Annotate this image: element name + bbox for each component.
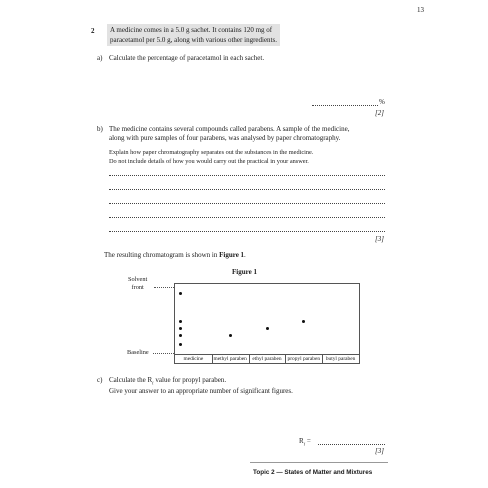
part-c-text (109, 376, 293, 396)
chromatogram-spot (302, 320, 305, 323)
question-number: 2 (91, 27, 95, 35)
chromatogram-spot (266, 327, 269, 330)
chromatogram-spot (179, 320, 182, 323)
part-b-answer-line-1[interactable] (109, 175, 385, 176)
chromatogram-spot (179, 343, 182, 346)
part-c-text-end: value for propyl paraben. (153, 376, 227, 384)
part-b-answer-line-5[interactable] (109, 231, 385, 232)
part-b-text-line-2: along with pure samples of four parabens, was analysed by paper chromatography. (109, 134, 341, 142)
lane-label: methyl paraben (213, 356, 247, 362)
part-c-text-start: Calculate the R (109, 376, 153, 384)
chromatogram-spot (179, 334, 182, 337)
page-number: 13 (417, 6, 424, 14)
lane-label: ethyl paraben (252, 356, 282, 362)
question-intro (107, 24, 280, 46)
part-b-answer-line-4[interactable] (109, 217, 385, 218)
chromatogram-intro-prefix: The resulting chromatogram is shown in (104, 251, 220, 259)
part-b-marks: [3] (375, 235, 384, 243)
part-b-text-line-1: The medicine contains several compounds called parabens. A sample of the medicine, (109, 125, 350, 133)
solvent-front-label-line-2: front (131, 284, 144, 291)
solvent-front-label (128, 276, 147, 292)
part-b-instructions (109, 148, 313, 166)
rf-answer-equals: = (305, 437, 311, 445)
chromatogram-spot (179, 292, 182, 295)
chromatogram-spot (229, 334, 232, 337)
baseline-label: Baseline (127, 349, 149, 356)
footer-rule (250, 462, 388, 463)
chromatogram-intro-figure: Figure 1 (219, 251, 245, 259)
chromatogram-intro (104, 251, 246, 260)
question-intro-line-1: A medicine comes in a 5.0 g sachet. It contains 120 mg of (110, 26, 273, 34)
part-a-marks: [2] (375, 109, 384, 117)
solvent-front-label-line-1: Solvent (128, 276, 148, 283)
part-b-answer-line-3[interactable] (109, 203, 385, 204)
chromatogram-intro-suffix: . (244, 251, 246, 259)
rf-answer-subscript: f (303, 441, 306, 447)
part-c-text-line-2: Give your answer to an appropriate number of significant figures. (109, 387, 293, 396)
lane-label: propyl paraben (287, 356, 321, 362)
part-b-text (109, 125, 349, 143)
part-c-marks: [3] (375, 447, 384, 455)
rf-answer-r: R (299, 437, 304, 445)
part-c-answer-line[interactable] (318, 444, 385, 445)
part-a-label: a) (97, 54, 103, 62)
part-a-text: Calculate the percentage of paracetamol in each sachet. (109, 54, 265, 62)
footer-topic: Topic 2 — States of Matter and Mixtures (253, 469, 373, 476)
chromatogram (174, 283, 360, 364)
rf-answer-label (299, 437, 311, 448)
lane-label: medicine (183, 356, 204, 362)
part-b-label: b) (97, 125, 103, 133)
figure-title: Figure 1 (232, 268, 257, 276)
chromatogram-spot (179, 327, 182, 330)
part-a-unit: % (379, 98, 385, 106)
part-c-text-subscript: f (152, 380, 154, 386)
part-b-instructions-line-1: Explain how paper chromatography separates out the substances in the medicine. (109, 149, 314, 156)
part-a-answer-line[interactable] (312, 105, 378, 106)
part-c-text-line-1 (109, 376, 293, 387)
question-intro-line-2: paracetamol per 5.0 g, along with various other ingredients. (110, 36, 277, 44)
part-c-label: c) (97, 376, 103, 384)
solvent-front-pointer (154, 287, 174, 288)
part-b-answer-line-2[interactable] (109, 189, 385, 190)
lane-label: butyl paraben (325, 356, 356, 362)
baseline-pointer (153, 353, 174, 354)
part-b-instructions-line-2: Do not include details of how you would carry out the practical in your answer. (109, 158, 309, 165)
